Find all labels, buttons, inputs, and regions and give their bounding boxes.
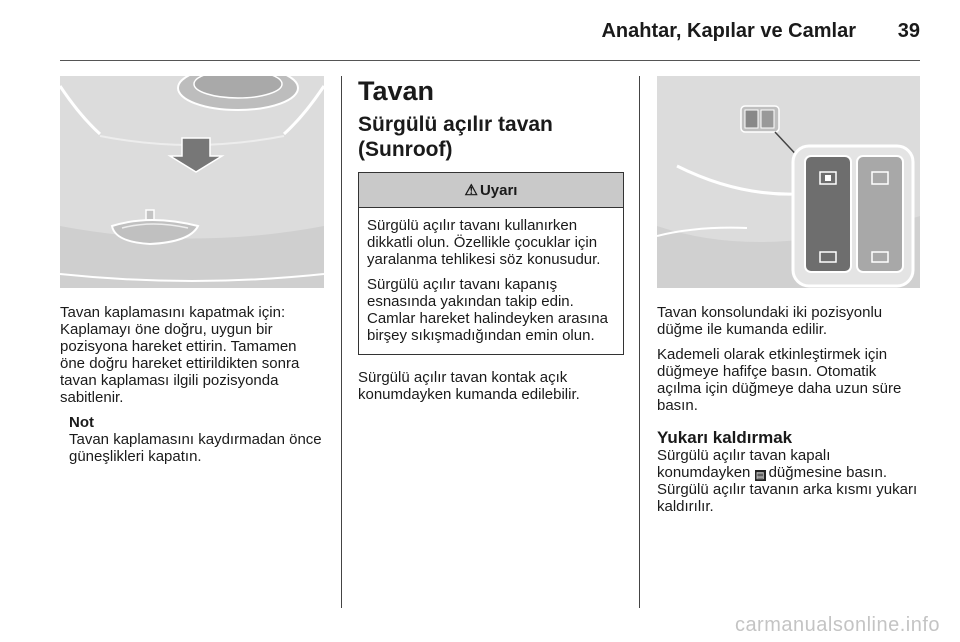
warning-header <box>359 173 623 208</box>
warning-paragraph-2: Sürgülü açılır tavanı kapanış esnasında yakından takip edin. Camlar hareket halindeyken arasına birşey sıkışmadığından emin olun. <box>367 276 608 344</box>
right-column <box>657 304 920 523</box>
headliner-illustration <box>60 76 324 288</box>
tilt-text-before: Sürgülü açılır tavan kapalı konumdayken <box>657 447 831 481</box>
column-divider-2 <box>639 76 640 608</box>
warning-box <box>358 172 624 355</box>
console-paragraph: Tavan konsolundaki iki pozisyonlu düğme ile kumanda edilir. <box>657 304 883 338</box>
page-number: 39 <box>897 20 920 42</box>
warning-paragraph-1: Sürgülü açılır tavanı kullanırken dikkatli olun. Özellikle çocuklar için yaralanma tehlikesi söz konusudur. <box>367 217 601 268</box>
section-heading: Tavan <box>358 76 435 106</box>
warning-title: Uyarı <box>479 181 518 199</box>
tilt-heading: Yukarı kaldırmak <box>657 428 793 447</box>
warning-triangle-icon: ⚠ <box>464 181 478 199</box>
tilt-text-after: düğmesine basın. Sürgülü açılır tavanın arka kısmı yukarı kaldırılır. <box>657 464 918 515</box>
warning-body <box>359 208 623 354</box>
headliner-paragraph: Tavan kaplamasını kapatmak için: Kaplamayı öne doğru, uygun bir pozisyona hareket ettirin. Tamamen öne doğru hareket ettirildikten sonra tavan kaplaması ilgili pozisyonda sabitlenir. <box>60 304 300 406</box>
column-divider-1 <box>341 76 342 608</box>
middle-column <box>358 76 624 411</box>
footer-watermark: carmanualsonline.info <box>734 614 940 636</box>
note-label: Not <box>69 414 94 431</box>
page-header-title: Anahtar, Kapılar ve Camlar <box>601 20 856 42</box>
subsection-heading-line2: (Sunroof) <box>358 138 453 161</box>
note-text: Tavan kaplamasını kaydırmadan önce güneşlikleri kapatın. <box>69 431 322 465</box>
sunroof-ignition-paragraph: Sürgülü açılır tavan kontak açık konumdayken kumanda edilebilir. <box>358 369 580 403</box>
operation-paragraph: Kademeli olarak etkinleştirmek için düğmeye hafifçe basın. Otomatik açılma için düğmeye daha uzun süre basın. <box>657 346 902 414</box>
note-block <box>69 414 324 465</box>
page-header <box>60 0 920 62</box>
header-rule <box>60 60 920 61</box>
left-column <box>60 304 324 465</box>
tilt-paragraph <box>657 447 920 515</box>
sunroof-tilt-icon: ▤ <box>755 470 765 480</box>
subsection-heading-line1: Sürgülü açılır tavan <box>358 113 553 136</box>
roof-console-illustration <box>657 76 920 288</box>
